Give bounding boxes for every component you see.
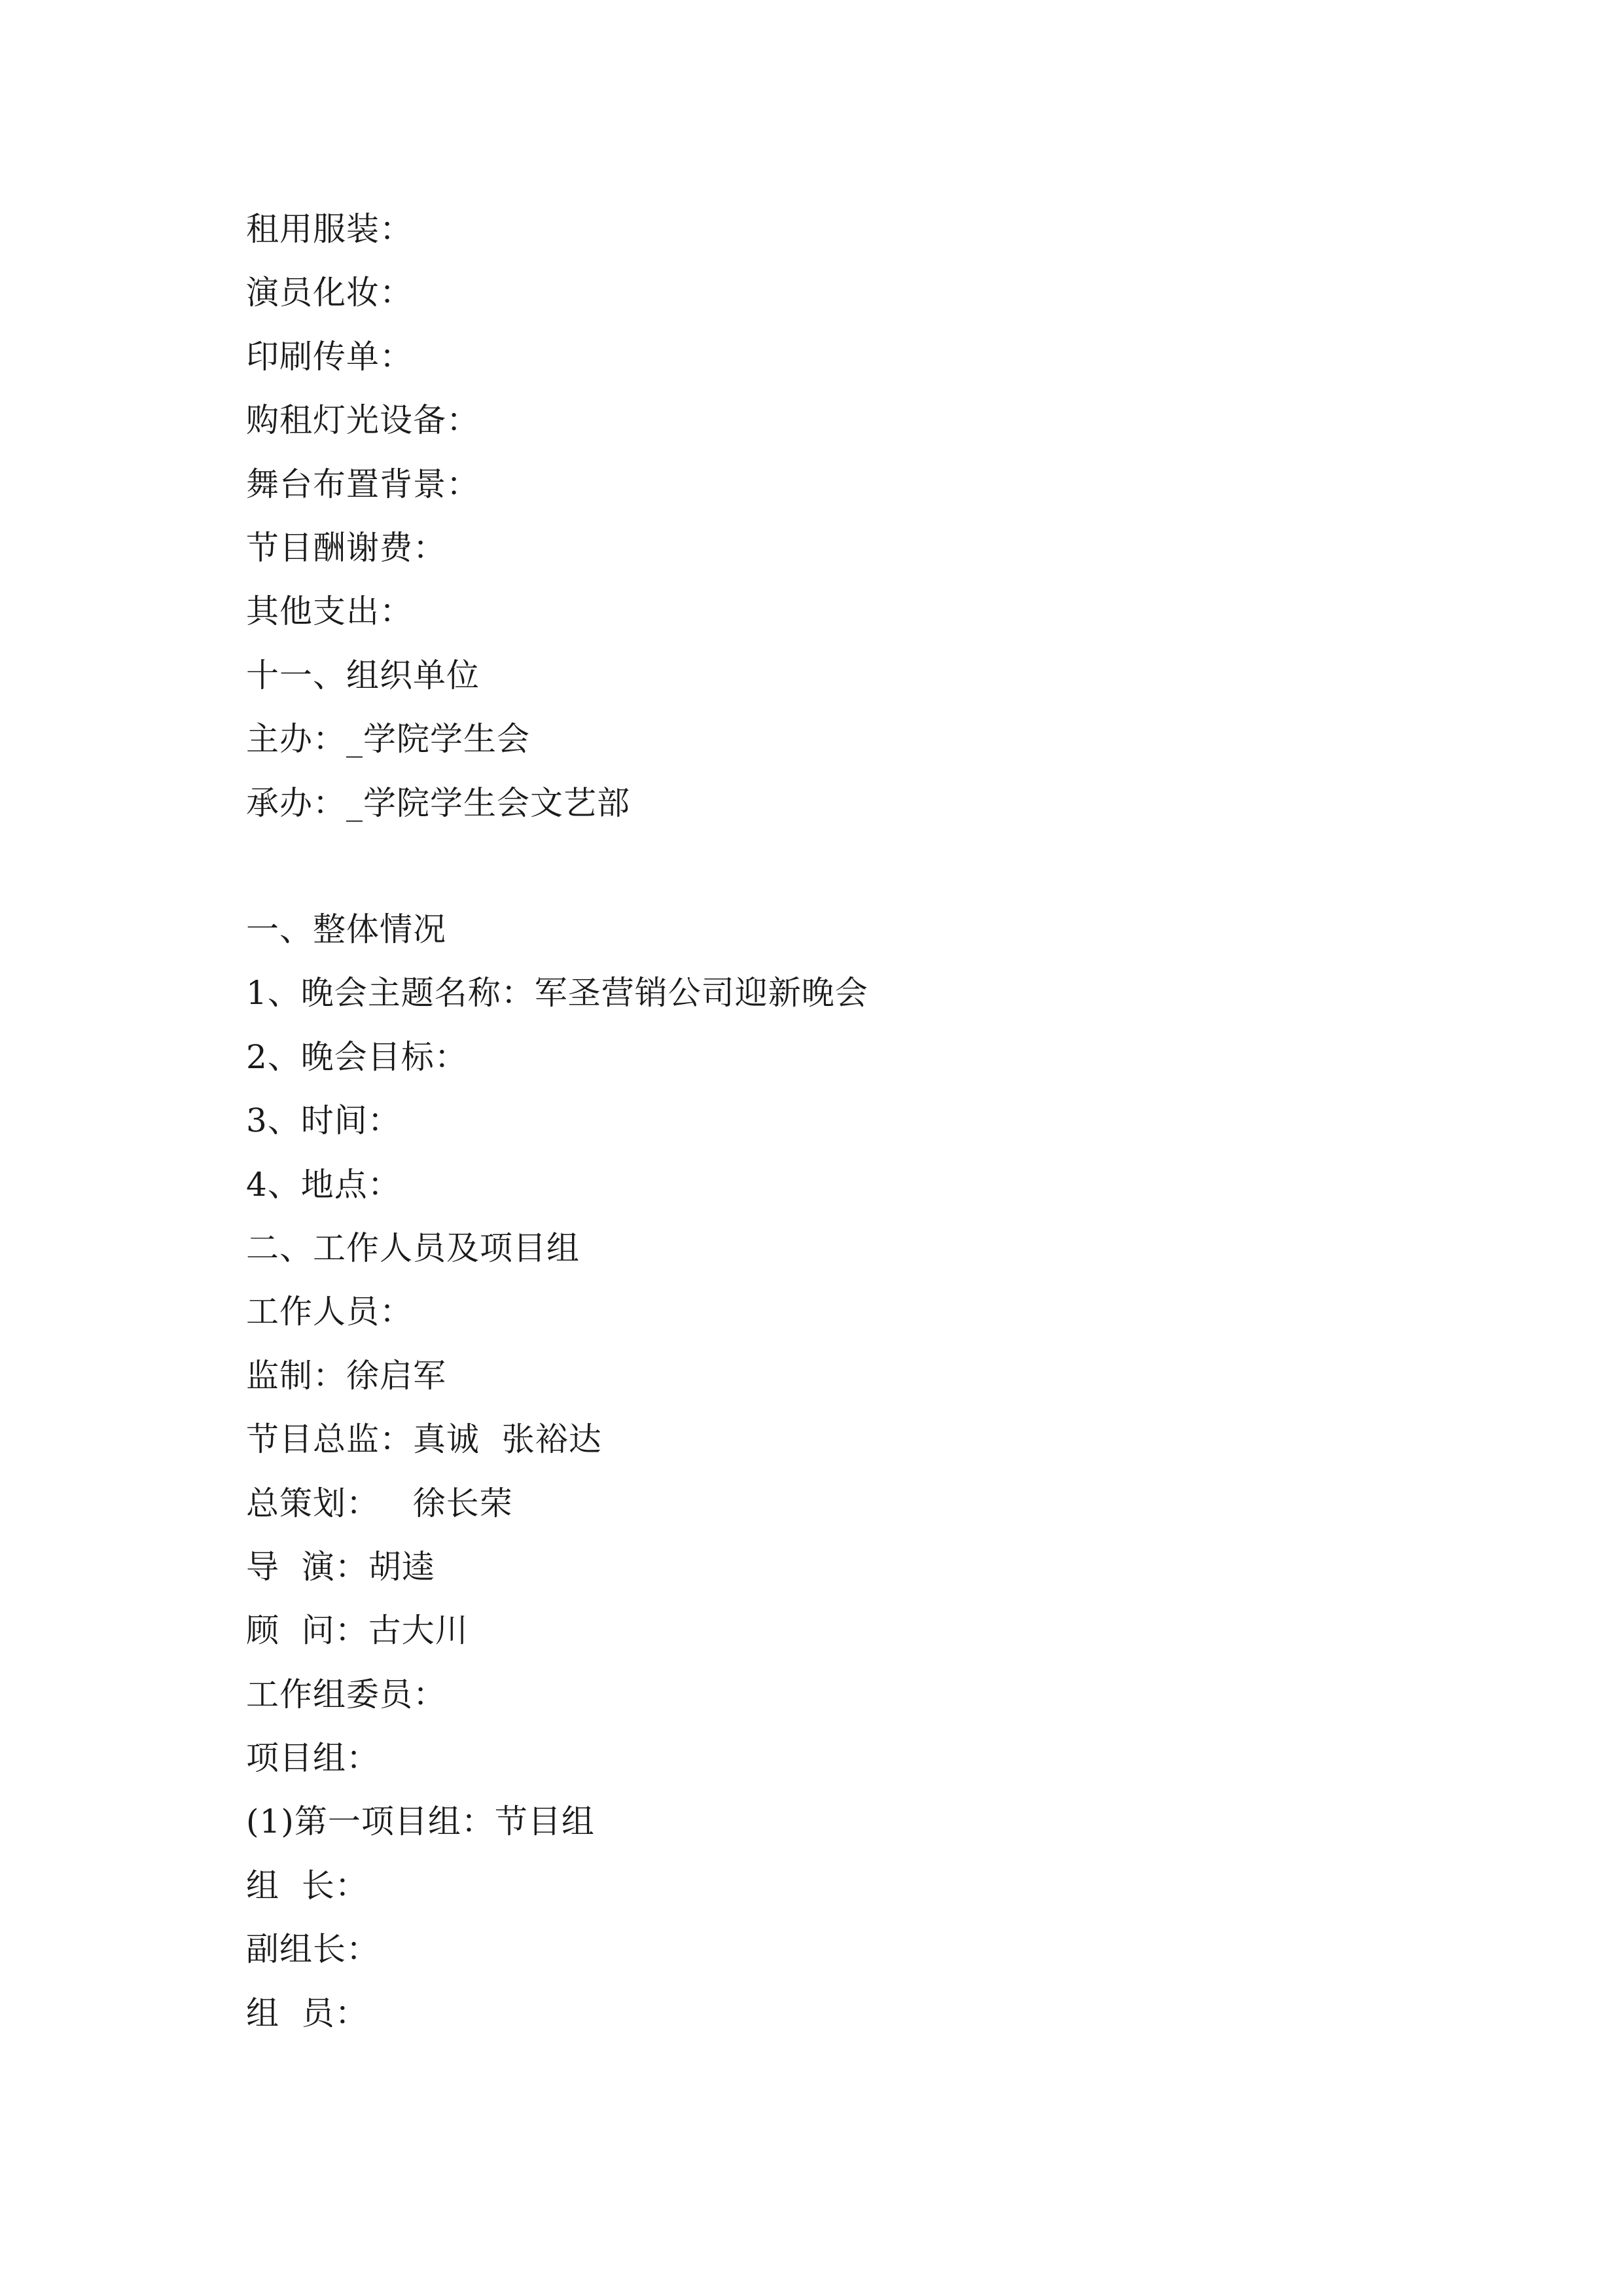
text-line: (1)第一项目组：节目组 (246, 1803, 595, 1841)
text-line: 主办：_学院学生会 (246, 720, 530, 759)
text-line: 组 长： (246, 1866, 368, 1905)
text-line: 顾 问：古大川 (246, 1611, 469, 1650)
text-line: 舞台布置背景： (246, 465, 480, 503)
section-heading: 一、整体情况 (246, 910, 446, 948)
text-line: 组 员： (246, 1994, 368, 2032)
text-line: 承办：_学院学生会文艺部 (246, 783, 630, 822)
text-line: 购租灯光设备： (246, 401, 480, 440)
text-line: 1、晚会主题名称：军圣营销公司迎新晚会 (246, 974, 868, 1013)
text-line: 2、晚会目标： (246, 1037, 468, 1076)
text-line: 演员化妆： (246, 274, 413, 312)
text-line: 项目组： (246, 1739, 380, 1778)
text-line: 节目总监：真诚 张裕达 (246, 1420, 602, 1459)
text-line: 总策划： 徐长荣 (246, 1484, 513, 1522)
text-line: 节目酬谢费： (246, 528, 446, 567)
text-line: 工作组委员： (246, 1675, 446, 1713)
text-line: 3、时间： (246, 1102, 401, 1140)
text-line: 印刷传单： (246, 337, 413, 376)
text-line: 其他支出： (246, 592, 413, 631)
text-line: 工作人员： (246, 1293, 413, 1331)
section-heading: 二、工作人员及项目组 (246, 1229, 580, 1267)
overview-and-staff-section (246, 906, 868, 2053)
section-heading: 十一、组织单位 (246, 656, 480, 694)
text-line: 副组长： (246, 1930, 380, 1969)
text-line: 租用服装： (246, 210, 413, 248)
text-line: 4、地点： (246, 1165, 401, 1204)
text-line: 导 演：胡逵 (246, 1547, 435, 1586)
budget-and-organizer-section (246, 206, 630, 843)
text-line: 监制：徐启军 (246, 1356, 446, 1395)
